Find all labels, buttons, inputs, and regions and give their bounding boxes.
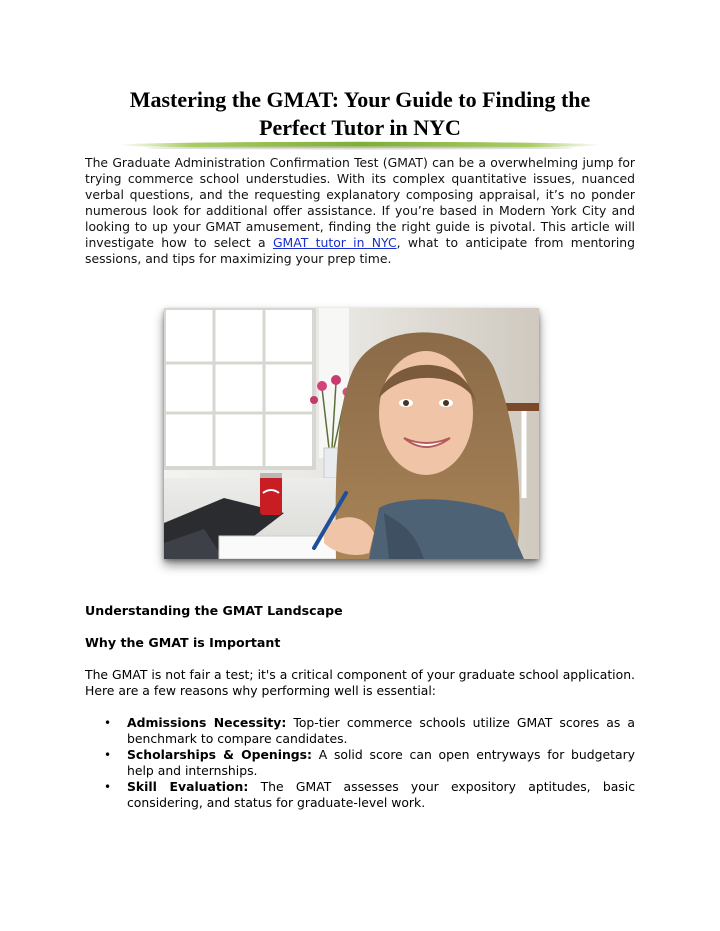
section-heading-landscape: Understanding the GMAT Landscape [85, 603, 343, 618]
list-item [85, 715, 635, 747]
reasons-list [85, 715, 635, 811]
title-line-2: Perfect Tutor in NYC [259, 115, 461, 140]
bullet-icon: • [104, 748, 112, 762]
importance-paragraph: The GMAT is not fair a test; it's a critical component of your graduate school application. Here are a few reasons why performing well is essential: [85, 667, 635, 698]
list-item-label: Admissions Necessity: [127, 715, 287, 730]
intro-text-end: , what to anticipate from mentoring sessions, and tips for maximizing your prep time. [85, 235, 636, 266]
intro-paragraph [85, 155, 635, 267]
list-item [85, 779, 635, 811]
list-item-label: Skill Evaluation: [127, 779, 249, 794]
title-divider [117, 139, 603, 153]
intro-text: The Graduate Administration Confirmation Test (GMAT) can be a overwhelming jump for trying commerce school understudies. With its complex quantitative issues, nuanced verbal questions, and the requesting explanatory composing appraisal, it’s no ponder numerous look for additional offer assistance. If you’re based in Modern York City and looking to up your GMAT amusement, finding the right guide is pivotal. This article will investigate how to select a [85, 155, 635, 250]
section-heading-importance: Why the GMAT is Important [85, 635, 281, 650]
bullet-icon: • [104, 716, 112, 730]
list-item-text: Top-tier commerce schools utilize GMAT scores as a benchmark to compare candidates. [127, 715, 635, 746]
article-title [85, 86, 635, 142]
list-item [85, 747, 635, 779]
gmat-tutor-link[interactable]: GMAT tutor in NYC [272, 235, 397, 250]
title-line-1: Mastering the GMAT: Your Guide to Finding the [129, 87, 591, 112]
tutor-photo [164, 308, 539, 559]
bullet-icon: • [104, 780, 112, 794]
list-item-label: Scholarships & Openings: [127, 747, 312, 762]
list-item-text: The GMAT assesses your expository aptitudes, basic considering, and status for graduate-level work. [127, 779, 636, 810]
soda-can [260, 473, 282, 515]
list-item-text: A solid score can open entryways for budgetary help and internships. [127, 747, 635, 778]
